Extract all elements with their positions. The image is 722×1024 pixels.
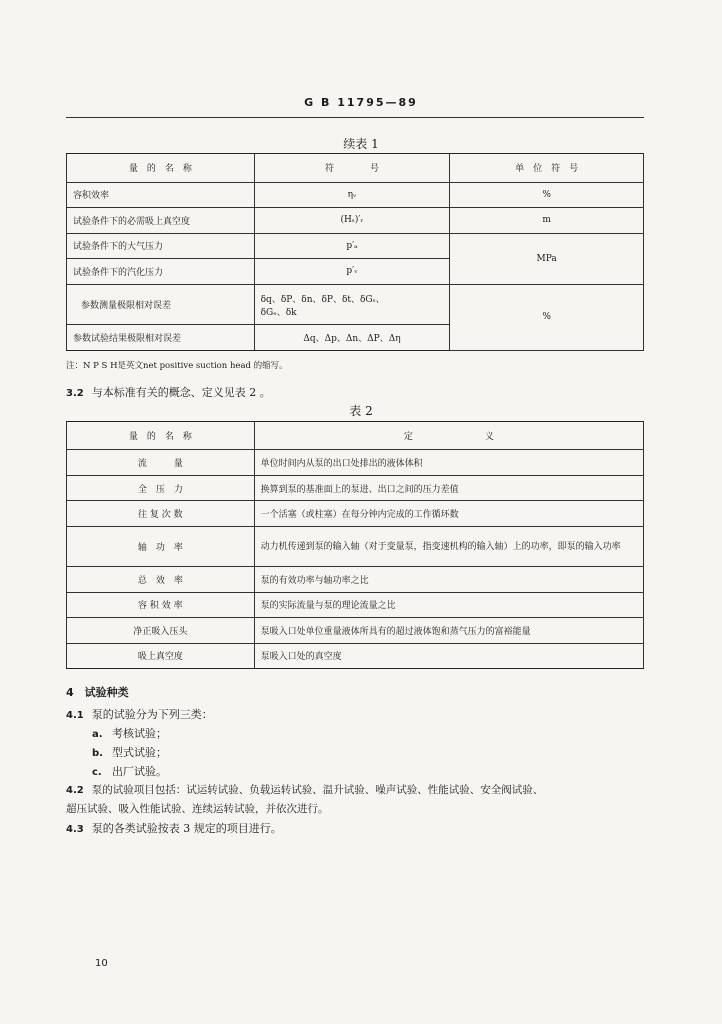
table2-col-definition: 定 义 bbox=[254, 422, 643, 450]
section-3-2 bbox=[66, 384, 271, 400]
row-name: 轴 功 率 bbox=[67, 526, 255, 567]
row-name: 净正吸入压头 bbox=[67, 618, 255, 643]
section-number: 4.1 bbox=[66, 710, 84, 721]
table-row bbox=[67, 284, 644, 325]
table-row bbox=[67, 450, 644, 475]
row-definition: 泵吸入口处单位重量液体所具有的超过液体饱和蒸气压力的富裕能量 bbox=[254, 618, 643, 643]
table-row bbox=[67, 501, 644, 526]
section-4-2 bbox=[66, 782, 543, 797]
row-unit: % bbox=[450, 284, 644, 350]
table1-caption: 续表 1 bbox=[343, 137, 379, 151]
row-definition: 泵的有效功率与轴功率之比 bbox=[254, 567, 643, 592]
row-symbol: Δq、Δp、Δn、ΔP、Δη bbox=[254, 325, 450, 351]
list-item bbox=[92, 725, 167, 741]
row-name: 全 压 力 bbox=[67, 475, 255, 500]
table-row bbox=[67, 233, 644, 259]
table-row bbox=[67, 182, 644, 208]
section-number: 3.2 bbox=[66, 388, 84, 399]
table-row bbox=[67, 526, 644, 567]
table1-note: 注：N P S H是英文net positive suction head 的缩写。 bbox=[66, 361, 288, 371]
row-definition: 换算到泵的基准面上的泵进、出口之间的压力差值 bbox=[254, 475, 643, 500]
section-4-2-cont: 超压试验、吸入性能试验、连续运转试验，并依次进行。 bbox=[66, 803, 329, 815]
row-name: 往 复 次 数 bbox=[67, 501, 255, 526]
row-name: 总 效 率 bbox=[67, 567, 255, 592]
row-name: 参数试验结果极限相对误差 bbox=[67, 325, 255, 351]
section-4-3 bbox=[66, 820, 282, 836]
section-number: 4.2 bbox=[66, 785, 84, 796]
row-name: 试验条件下的汽化压力 bbox=[67, 259, 255, 285]
section-number: 4.3 bbox=[66, 824, 84, 835]
row-definition: 动力机传递到泵的输入轴（对于变量泵，指变速机构的输入轴）上的功率，即泵的输入功率 bbox=[254, 526, 643, 567]
row-definition: 泵的实际流量与泵的理论流量之比 bbox=[254, 592, 643, 617]
list-text: 考核试验； bbox=[112, 727, 167, 740]
table1-col-unit: 单 位 符 号 bbox=[450, 154, 644, 183]
row-symbol: ηᵥ bbox=[254, 182, 450, 208]
section-text: 泵的各类试验按表 3 规定的项目进行。 bbox=[91, 822, 282, 835]
list-label: a. bbox=[92, 729, 103, 740]
row-definition: 泵吸入口处的真空度 bbox=[254, 643, 643, 668]
standard-header: G B 11795—89 bbox=[304, 96, 418, 109]
row-unit: MPa bbox=[450, 233, 644, 284]
header-rule bbox=[66, 117, 644, 118]
row-name: 容 积 效 率 bbox=[67, 592, 255, 617]
section-text: 泵的试验分为下列三类： bbox=[91, 708, 213, 721]
table2-caption: 表 2 bbox=[349, 404, 373, 418]
row-symbol: p′ᵥ bbox=[254, 259, 450, 285]
row-symbol: p′ₐ bbox=[254, 233, 450, 259]
list-label: c. bbox=[92, 767, 102, 778]
row-symbol-line1: δq、δP、δn、δP、δt、δGₛ、 bbox=[260, 294, 385, 305]
table-row bbox=[67, 208, 644, 234]
row-symbol: (Hₛ)′ᵣ bbox=[254, 208, 450, 234]
section-text: 与本标准有关的概念、定义见表 2 。 bbox=[91, 386, 271, 399]
section-4-1 bbox=[66, 706, 213, 722]
row-name: 试验条件下的必需吸上真空度 bbox=[67, 208, 255, 234]
row-definition: 一个活塞（或柱塞）在每分钟内完成的工作循环数 bbox=[254, 501, 643, 526]
table1 bbox=[66, 153, 644, 351]
table-row bbox=[67, 618, 644, 643]
section-text-line1: 泵的试验项目包括：试运转试验、负载运转试验、温升试验、噪声试验、性能试验、安全阀试验、 bbox=[91, 784, 544, 796]
list-text: 型式试验； bbox=[112, 746, 167, 759]
table-row bbox=[67, 643, 644, 668]
table-row bbox=[67, 592, 644, 617]
list-label: b. bbox=[92, 748, 103, 759]
table1-header-row bbox=[67, 154, 644, 183]
table1-col-name: 量 的 名 称 bbox=[67, 154, 255, 183]
row-symbol bbox=[254, 284, 450, 325]
row-unit: % bbox=[450, 182, 644, 208]
list-item bbox=[92, 744, 167, 760]
row-name: 容积效率 bbox=[67, 182, 255, 208]
table2-header-row bbox=[67, 422, 644, 450]
table1-col-symbol: 符 号 bbox=[254, 154, 450, 183]
section-4-title: 4 试验种类 bbox=[66, 686, 129, 699]
row-name: 吸上真空度 bbox=[67, 643, 255, 668]
table2 bbox=[66, 421, 644, 669]
table2-col-name: 量 的 名 称 bbox=[67, 422, 255, 450]
row-definition: 单位时间内从泵的出口处排出的液体体积 bbox=[254, 450, 643, 475]
list-text: 出厂试验。 bbox=[112, 765, 167, 778]
table-row bbox=[67, 475, 644, 500]
row-unit: m bbox=[450, 208, 644, 234]
page-number: 10 bbox=[95, 958, 108, 969]
row-symbol-line2: δGₑ、δk bbox=[260, 307, 297, 318]
list-item bbox=[92, 763, 167, 779]
table-row bbox=[67, 567, 644, 592]
row-name: 参数测量极限相对误差 bbox=[67, 284, 255, 325]
row-name: 试验条件下的大气压力 bbox=[67, 233, 255, 259]
row-name: 流 量 bbox=[67, 450, 255, 475]
